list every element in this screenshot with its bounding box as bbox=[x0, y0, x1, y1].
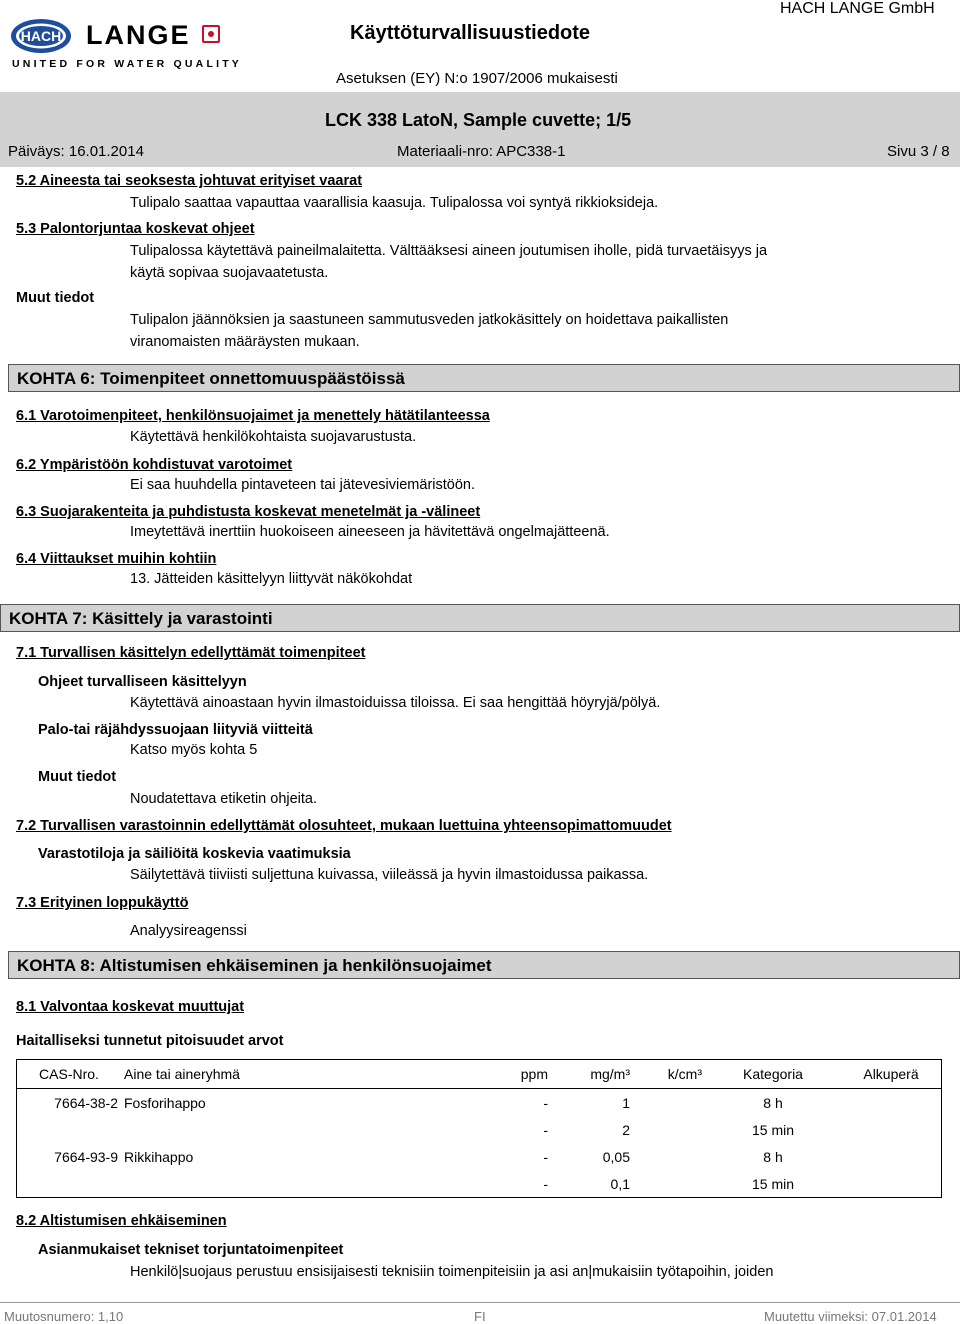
text-fire-protection: Katso myös kohta 5 bbox=[130, 742, 258, 758]
text-safe-handling: Käytettävä ainoastaan hyvin ilmastoiduissa tiloissa. Ei saa hengittää höyryjä/pölyä. bbox=[130, 695, 661, 711]
document-date: Päiväys: 16.01.2014 bbox=[8, 143, 144, 160]
heading-7-2: 7.2 Turvallisen varastoinnin edellyttämät olosuhteet, mukaan luettuina yhteensopimattomuudet bbox=[16, 818, 672, 834]
cell-origin bbox=[841, 1170, 942, 1198]
col-substance: Aine tai aineryhmä bbox=[121, 1060, 497, 1089]
text-6-4: 13. Jätteiden käsittelyyn liittyvät näkökohdat bbox=[130, 571, 413, 587]
product-name: LCK 338 LatoN, Sample cuvette; 1/5 bbox=[325, 110, 632, 130]
heading-8-2: 8.2 Altistumisen ehkäiseminen bbox=[16, 1213, 227, 1229]
cell-kcm3 bbox=[633, 1116, 705, 1143]
company-name: HACH LANGE GmbH bbox=[780, 0, 935, 17]
label-engineering-controls: Asianmukaiset tekniset torjuntatoimenpiteet bbox=[38, 1242, 344, 1258]
cell-substance bbox=[121, 1116, 497, 1143]
heading-8-1: 8.1 Valvontaa koskevat muuttujat bbox=[16, 999, 245, 1015]
text-6-1: Käytettävä henkilökohtaista suojavarustusta. bbox=[130, 429, 417, 445]
section-6-title: KOHTA 6: Toimenpiteet onnettomuuspäästöissä bbox=[8, 364, 960, 392]
cell-cas: 7664-38-2 bbox=[17, 1089, 122, 1117]
heading-7-1: 7.1 Turvallisen käsittelyn edellyttämät toimenpiteet bbox=[16, 645, 366, 661]
hach-logo bbox=[10, 18, 72, 54]
cell-origin bbox=[841, 1116, 942, 1143]
footer-revision: Muutosnumero: 1,10 bbox=[4, 1309, 124, 1324]
cell-category: 8 h bbox=[763, 1094, 783, 1111]
cell-kcm3 bbox=[633, 1170, 705, 1198]
col-category: Kategoria bbox=[705, 1060, 841, 1089]
col-origin: Alkuperä bbox=[841, 1060, 942, 1089]
heading-5-3: 5.3 Palontorjuntaa koskevat ohjeet bbox=[16, 221, 255, 237]
label-other-info-7: Muut tiedot bbox=[38, 769, 117, 785]
exposure-limits-table bbox=[16, 1059, 942, 1198]
cell-substance bbox=[121, 1170, 497, 1198]
heading-6-3: 6.3 Suojarakenteita ja puhdistusta koskevat menetelmät ja -välineet bbox=[16, 504, 481, 520]
cell-category: 8 h bbox=[763, 1148, 783, 1165]
page-number: Sivu 3 / 8 bbox=[887, 143, 950, 160]
label-exposure-limits: Haitalliseksi tunnetut pitoisuudet arvot bbox=[16, 1033, 284, 1049]
label-fire-protection: Palo-tai räjähdyssuojaan liityviä viitteitä bbox=[38, 722, 313, 738]
text-other-info-7: Noudatettava etiketin ohjeita. bbox=[130, 791, 318, 807]
cell-cas bbox=[17, 1116, 122, 1143]
text-engineering-controls: Henkilö|suojaus perustuu ensisijaisesti teknisiin toimenpiteisiin ja asi an|mukaisiin työtapoihin, joiden bbox=[130, 1264, 774, 1280]
cell-ppm: - bbox=[497, 1170, 551, 1198]
cell-substance: Fosforihappo bbox=[124, 1094, 206, 1111]
footer-language: FI bbox=[474, 1309, 486, 1324]
cell-origin bbox=[841, 1089, 942, 1117]
hach-logo-text: HACH bbox=[20, 28, 62, 44]
label-storage-requirements: Varastotiloja ja säiliöitä koskevia vaatimuksia bbox=[38, 846, 351, 862]
section-8-title: KOHTA 8: Altistumisen ehkäiseminen ja henkilönsuojaimet bbox=[8, 951, 960, 979]
text-5-3-line1: Tulipalossa käytettävä paineilmalaitetta. Välttääksesi aineen joutumisen iholle, pidä turvaetäisyys ja bbox=[130, 243, 768, 259]
lange-logo: LANGE bbox=[86, 20, 220, 51]
cell-mgm3: 0,1 bbox=[551, 1170, 633, 1198]
col-ppm: ppm bbox=[497, 1060, 551, 1089]
table-row bbox=[17, 1116, 942, 1143]
lange-logo-mark-icon bbox=[202, 25, 220, 43]
col-cas: CAS-Nro. bbox=[17, 1060, 122, 1089]
cell-mgm3: 1 bbox=[622, 1094, 630, 1111]
col-kcm3: k/cm³ bbox=[633, 1060, 705, 1089]
footer-divider bbox=[0, 1302, 960, 1303]
cell-substance: Rikkihappo bbox=[124, 1148, 194, 1165]
cell-category: 15 min bbox=[705, 1170, 841, 1198]
cell-mgm3: 0,05 bbox=[602, 1148, 630, 1165]
text-other-info-5-line2: viranomaisten määräysten mukaan. bbox=[130, 334, 360, 350]
text-7-3: Analyysireagenssi bbox=[130, 923, 247, 939]
text-5-2: Tulipalo saattaa vapauttaa vaarallisia kaasuja. Tulipalossa voi syntyä rikkioksideja. bbox=[130, 195, 659, 211]
text-other-info-5-line1: Tulipalon jäännöksien ja saastuneen sammutusveden jatkokäsittely on hoidettava paikallisten bbox=[130, 312, 729, 328]
table-header-row bbox=[17, 1060, 942, 1089]
material-number: Materiaali-nro: APC338-1 bbox=[397, 143, 566, 160]
heading-6-4: 6.4 Viittaukset muihin kohtiin bbox=[16, 551, 217, 567]
text-storage-requirements: Säilytettävä tiiviisti suljettuna kuivassa, viileässä ja hyvin ilmastoidussa paikassa. bbox=[130, 867, 649, 883]
cell-cas bbox=[17, 1170, 122, 1198]
table-row bbox=[17, 1170, 942, 1198]
text-5-3-line2: käytä sopivaa suojavaatetusta. bbox=[130, 265, 329, 281]
label-other-info-5: Muut tiedot bbox=[16, 290, 95, 306]
section-7-title: KOHTA 7: Käsittely ja varastointi bbox=[0, 604, 960, 632]
cell-ppm: - bbox=[543, 1148, 548, 1165]
document-title: Käyttöturvallisuustiedote bbox=[350, 22, 591, 44]
heading-6-2: 6.2 Ympäristöön kohdistuvat varotoimet bbox=[16, 457, 293, 473]
cell-mgm3: 2 bbox=[622, 1121, 630, 1138]
cell-ppm: - bbox=[543, 1094, 548, 1111]
cell-ppm: - bbox=[543, 1121, 548, 1138]
regulation-text: Asetuksen (EY) N:o 1907/2006 mukaisesti bbox=[336, 70, 618, 87]
heading-7-3: 7.3 Erityinen loppukäyttö bbox=[16, 895, 189, 911]
heading-5-2: 5.2 Aineesta tai seoksesta johtuvat erityiset vaarat bbox=[16, 173, 363, 189]
col-mgm3: mg/m³ bbox=[551, 1060, 633, 1089]
cell-cas: 7664-93-9 bbox=[17, 1143, 122, 1170]
table-row bbox=[17, 1089, 942, 1117]
text-6-2: Ei saa huuhdella pintaveteen tai jätevesiviemäristöön. bbox=[130, 477, 475, 493]
cell-kcm3 bbox=[633, 1089, 705, 1117]
footer-modified: Muutettu viimeksi: 07.01.2014 bbox=[764, 1309, 937, 1324]
cell-kcm3 bbox=[633, 1143, 705, 1170]
cell-origin bbox=[841, 1143, 942, 1170]
heading-6-1: 6.1 Varotoimenpiteet, henkilönsuojaimet ja menettely hätätilanteessa bbox=[16, 408, 490, 424]
text-6-3: Imeytettävä inerttiin huokoiseen aineeseen ja hävitettävä ongelmajätteenä. bbox=[130, 524, 610, 540]
logo-tagline: UNITED FOR WATER QUALITY bbox=[12, 58, 243, 70]
cell-category: 15 min bbox=[751, 1121, 795, 1138]
label-safe-handling: Ohjeet turvalliseen käsittelyyn bbox=[38, 674, 247, 690]
table-row bbox=[17, 1143, 942, 1170]
